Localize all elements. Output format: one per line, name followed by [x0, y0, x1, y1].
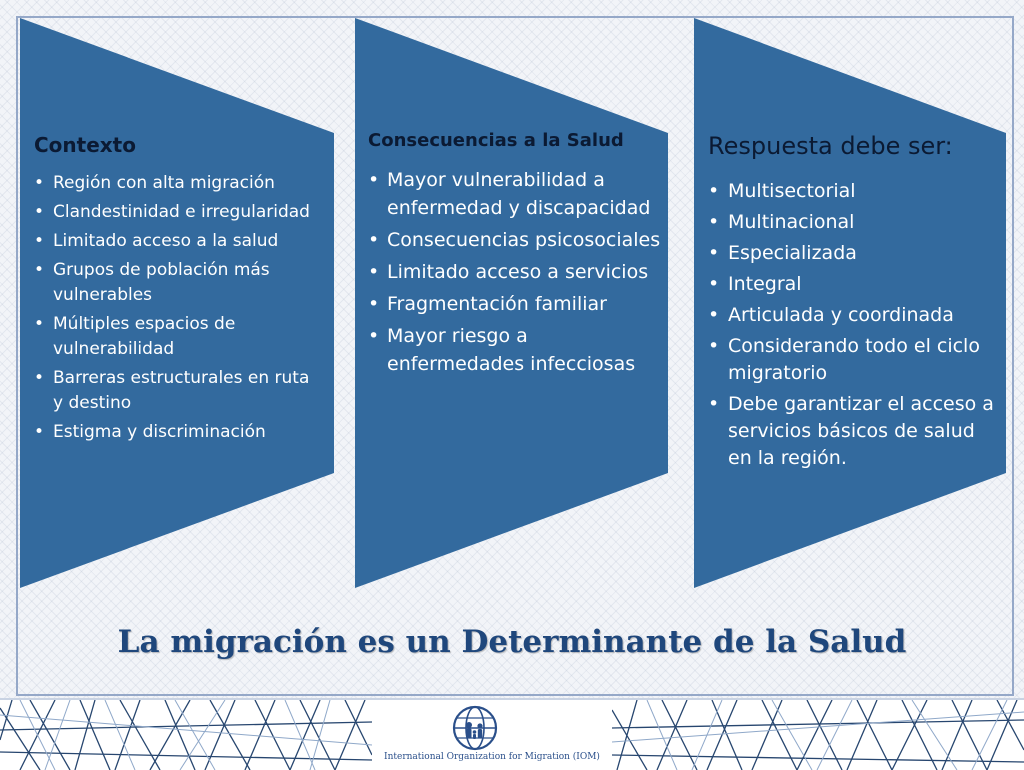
list-item: • Mayor vulnerabilidad a enfermedad y discapacidad [368, 166, 668, 222]
decorative-lines-left [0, 700, 372, 770]
bullet-list [34, 171, 314, 445]
list-item: • Multinacional [708, 209, 998, 236]
list-item: • Considerando todo el ciclo migratorio [708, 333, 998, 387]
decorative-lines-right [612, 700, 1024, 770]
list-item: • Múltiples espacios de vulnerabilidad [34, 312, 314, 362]
iom-logo [372, 700, 612, 770]
panel-respuesta [708, 132, 998, 476]
bullet-list [708, 178, 998, 472]
list-item: • Mayor riesgo a enfermedades infecciosas [368, 322, 668, 378]
iom-globe-family-icon [452, 705, 498, 751]
list-item: • Consecuencias psicosociales [368, 226, 668, 254]
list-item: • Limitado acceso a servicios [368, 258, 668, 286]
footer-band [0, 698, 1024, 770]
slide-title: La migración es un Determinante de la Salud [117, 624, 907, 660]
list-item: • Barreras estructurales en ruta y destino [34, 366, 314, 416]
list-item: • Debe garantizar el acceso a servicios básicos de salud en la región. [708, 391, 998, 472]
panel-heading: Consecuencias a la Salud [368, 130, 624, 151]
panel-consecuencias [368, 130, 668, 382]
list-item: • Clandestinidad e irregularidad [34, 200, 314, 225]
list-item: • Limitado acceso a la salud [34, 229, 314, 254]
org-name: International Organization for Migration (IOM) [384, 752, 600, 762]
list-item: • Multisectorial [708, 178, 998, 205]
list-item: • Región con alta migración [34, 171, 314, 196]
panel-contexto [34, 133, 314, 449]
list-item: • Fragmentación familiar [368, 290, 668, 318]
panel-heading: Contexto [34, 133, 136, 157]
list-item: • Estigma y discriminación [34, 420, 314, 445]
list-item: • Especializada [708, 240, 998, 267]
list-item: • Articulada y coordinada [708, 302, 998, 329]
bullet-list [368, 166, 668, 378]
list-item: • Grupos de población más vulnerables [34, 258, 314, 308]
list-item: • Integral [708, 271, 998, 298]
panel-heading: Respuesta debe ser: [708, 132, 953, 160]
